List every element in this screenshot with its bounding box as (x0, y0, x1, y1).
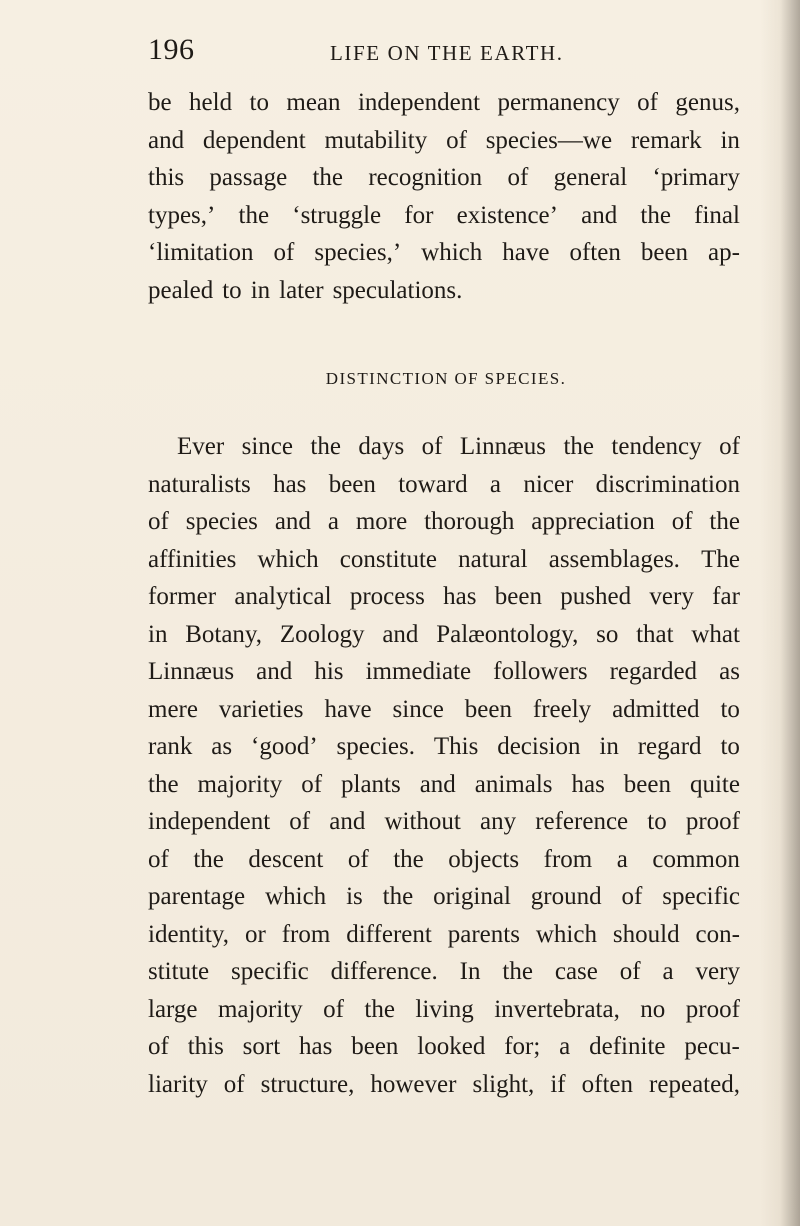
text-line: Linnæus and his immediate followers regarded as (148, 658, 740, 685)
text-line: Ever since the days of Linnæus the tendency of (177, 433, 740, 460)
text-line: of this sort has been looked for; a definite pecu- (148, 1033, 740, 1060)
text-line: be held to mean independent permanency of genus, (148, 89, 740, 116)
text-line: stitute specific difference. In the case of a very (148, 958, 740, 985)
text-line: in Botany, Zoology and Palæontology, so that what (148, 620, 740, 648)
text-line: independent of and without any reference to proof (148, 808, 740, 835)
text-line: former analytical process has been pushed very far (148, 583, 740, 610)
text-line: parentage which is the original ground of specific (148, 883, 740, 910)
text-line: mere varieties have since been freely admitted to (148, 695, 740, 723)
text-line: of the descent of the objects from a common (148, 845, 740, 873)
paragraph-1 (148, 84, 740, 309)
text-line: the majority of plants and animals has been quite (148, 770, 740, 798)
running-head (0, 33, 800, 73)
text-line: pealed to in later speculations. (148, 276, 463, 304)
text-line: liarity of structure, however slight, if often repeated, (148, 1070, 740, 1098)
text-line: affinities which constitute natural assemblages. The (148, 545, 740, 573)
page-number: 196 (148, 33, 195, 66)
text-line: of species and a more thorough appreciation of the (148, 508, 740, 535)
text-line: rank as ‘good’ species. This decision in regard to (148, 733, 740, 760)
section-heading (0, 369, 800, 389)
text-line: types,’ the ‘struggle for existence’ and the final (148, 201, 740, 229)
text-line: identity, or from different parents which should con- (148, 920, 740, 948)
text-line: and dependent mutability of species—we remark in (148, 126, 740, 154)
text-line: ‘limitation of species,’ which have often been ap- (148, 239, 740, 266)
text-line: naturalists has been toward a nicer discrimination (148, 470, 740, 498)
section-heading-text: DISTINCTION OF SPECIES. (325, 369, 567, 388)
text-line: large majority of the living invertebrata, no proof (148, 995, 740, 1023)
text-line: this passage the recognition of general ‘primary (148, 164, 740, 191)
running-title: LIFE ON THE EARTH. (330, 41, 564, 65)
paragraph-2 (148, 428, 740, 1103)
